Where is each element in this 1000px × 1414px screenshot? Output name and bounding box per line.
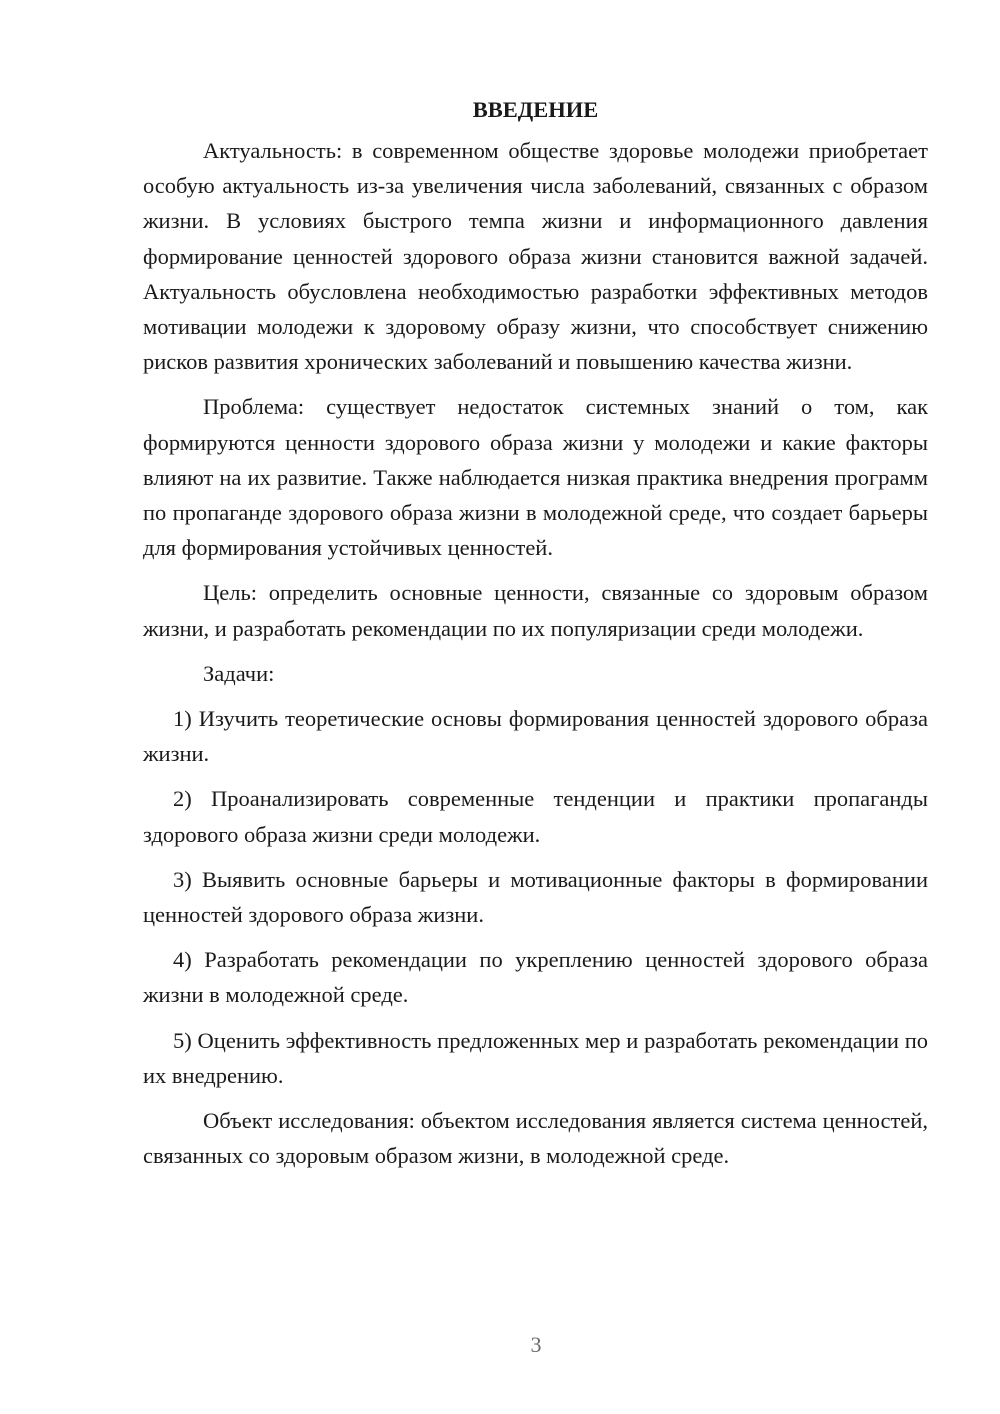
- page-number: 3: [530, 1332, 542, 1357]
- section-heading: ВВЕДЕНИЕ: [472, 97, 599, 122]
- page-content: [143, 90, 928, 1183]
- task-item-1: 1) Изучить теоретические основы формирования ценностей здорового образа жизни.: [143, 706, 928, 767]
- problem-paragraph: Проблема: существует недостаток системных знаний о том, как формируются ценности здорового образа жизни у молодежи и какие факторы влияют на их развитие. Также наблюдается низкая практика внедрения программ по пропаганде здорового образа жизни в молодежной среде, что создает барьеры для формирования устойчивых ценностей.: [143, 394, 928, 561]
- task-item-4: 4) Разработать рекомендации по укреплению ценностей здорового образа жизни в молодежной среде.: [143, 947, 928, 1008]
- task-item-3: 3) Выявить основные барьеры и мотивационные факторы в формировании ценностей здорового образа жизни.: [143, 866, 928, 928]
- goal-paragraph: Цель: определить основные ценности, связанные со здоровым образом жизни, и разработать рекомендации по их популяризации среди молодежи.: [143, 580, 928, 641]
- tasks-label: Задачи:: [203, 660, 275, 686]
- task-item-2: 2) Проанализировать современные тенденции и практики пропаганды здорового образа жизни среди молодежи.: [143, 786, 928, 847]
- relevance-paragraph: Актуальность: в современном обществе здоровье молодежи приобретает особую актуальность из-за увеличения числа заболеваний, связанных с образом жизни. В условиях быстрого темпа жизни и информационного давления формирование ценностей здорового образа жизни становится важной задачей. Актуальность обусловлена необходимостью разработки эффективных методов мотивации молодежи к здоровому образу жизни, что способствует снижению рисков развития хронических заболеваний и повышению качества жизни.: [143, 138, 928, 375]
- task-item-5: 5) Оценить эффективность предложенных мер и разработать рекомендации по их внедрению.: [143, 1027, 928, 1088]
- object-paragraph: Объект исследования: объектом исследования является система ценностей, связанных со здоровым образом жизни, в молодежной среде.: [143, 1108, 928, 1169]
